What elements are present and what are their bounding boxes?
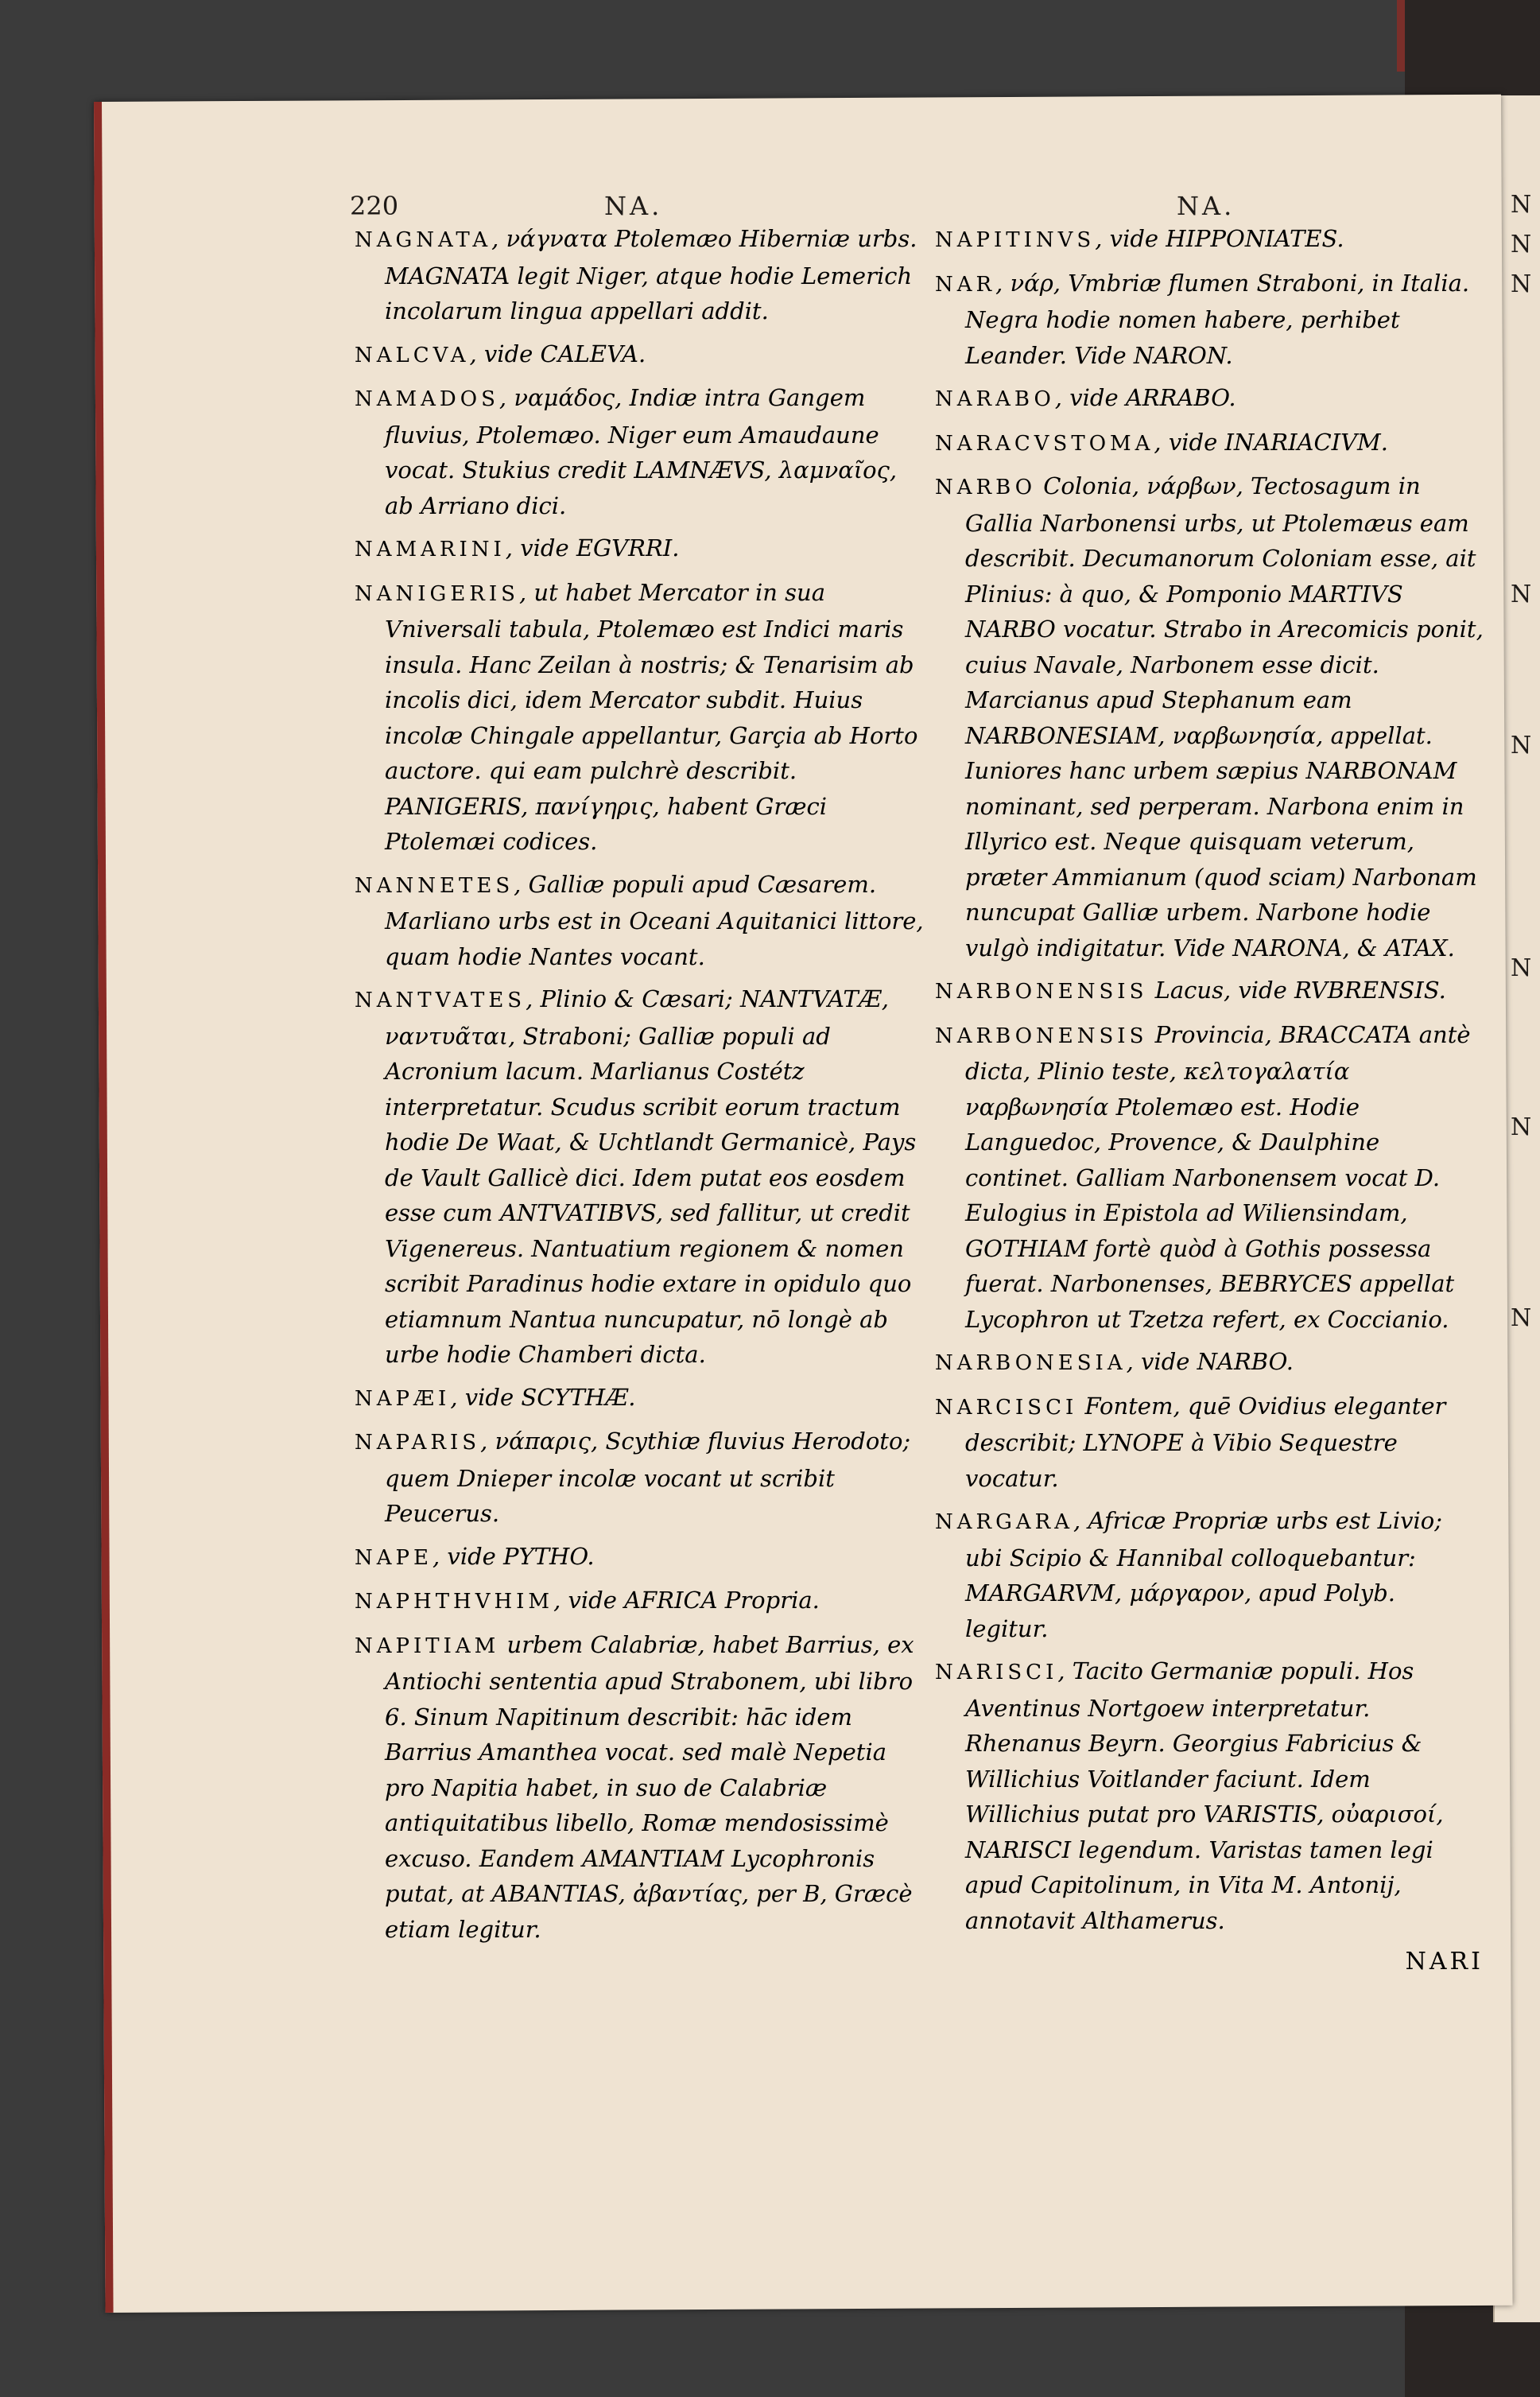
dictionary-entry	[355, 1627, 930, 1948]
edge-letter: N	[1511, 1304, 1532, 1332]
running-head-right: NA.	[1177, 191, 1235, 221]
entry-text: , vide AFRICA Propria.	[553, 1587, 820, 1614]
entry-text: , vide ARRABO.	[1054, 384, 1236, 411]
edge-letter: N	[1511, 191, 1532, 219]
dictionary-entry	[355, 1380, 930, 1417]
entry-text: , vide NARBO.	[1126, 1348, 1294, 1375]
running-head-left: NA.	[604, 191, 663, 221]
dictionary-entry	[355, 530, 930, 568]
entry-lemma: NARBONESIA	[935, 1351, 1127, 1375]
dictionary-entry	[355, 221, 930, 329]
dictionary-entry	[355, 336, 930, 374]
page-number: 220	[350, 191, 399, 221]
entry-lemma: NARACVSTOMA	[935, 431, 1154, 456]
entry-lemma: NAR	[935, 272, 996, 297]
entry-text: , Plinio & Cæsari; NANTVATÆ, ναντυᾶται, Straboni; Galliæ populi ad Acronium lacum. Marlianus Costétz interpretatur. Scudus scribit eorum tractum hodie De Waat, & Uchtlandt Germanicè, Pays de Vault Gallicè dici. Idem putat eos eosdem esse cum ANTVATIBVS, sed fallitur, ut credit Vigenereus. Nantuatium regionem & nomen scribit Paradinus hodie extare in opidulo quo etiamnum Nantua nuncupatur, nō longè ab urbe hodie Chamberi dicta.	[385, 985, 917, 1368]
edge-letter: N	[1511, 732, 1532, 760]
catchword: NARI	[1405, 1948, 1484, 1975]
entry-text: Provincia, BRACCATA antè dicta, Plinio teste, κελτογαλατία ναρβωνησία Ptolemæo est. Hodie Languedoc, Provence, & Daulphine continet. Galliam Narbonensem vocat D. Eulogius in Epistola ad Wiliensindam, GOTHIAM fortè quòd à Gothis possessa fuerat. Narbonenses, BEBRYCES appellat Lycophron ut Tzetza refert, ex Coccianio.	[965, 1020, 1471, 1333]
dictionary-entry	[355, 867, 930, 975]
entry-text: urbem Calabriæ, habet Barrius, ex Antiochi sententia apud Strabonem, ubi libro 6. Sinum Napitinum describit: hāc idem Barrius Amanthea vocat. sed malè Nepetia pro Napitia habet, in suo de Calabriæ antiquitatibus libello, Romæ mendosissimè excuso. Eandem AMANTIAM Lycophronis putat, at ABANTIAS, ἀβαντίας, per B, Græcè etiam legitur.	[385, 1630, 914, 1943]
dictionary-entry	[935, 973, 1484, 1010]
edge-letter: N	[1511, 1113, 1532, 1141]
entry-lemma: NANNETES	[355, 873, 514, 898]
dictionary-entry	[935, 1503, 1484, 1646]
dictionary-entry	[355, 1424, 930, 1532]
dictionary-entry	[355, 380, 930, 523]
entry-lemma: NARCISCI	[935, 1395, 1078, 1420]
entry-text: , νάγνατα Ptolemæo Hiberniæ urbs. MAGNATA legit Niger, atque hodie Lemerich incolarum lingua appellari addit.	[385, 225, 917, 324]
dictionary-entry	[935, 425, 1484, 462]
entry-text: , vide PYTHO.	[433, 1542, 595, 1570]
entry-text: , ut habet Mercator in sua Vniversali tabula, Ptolemæo est Indici maris insula. Hanc Zeilan à nostris; & Tenarisim ab incolis dici, idem Mercator subdit. Huius incolæ Chingale appellantur, Garçia ab Horto auctore. qui eam pulchrè describit. PANIGERIS, πανίγηρις, habent Græci Ptolemæi codices.	[385, 578, 918, 855]
entry-text: , νάπαρις, Scythiæ fluvius Herodoto; quem Dnieper incolæ vocant ut scribit Peucerus.	[385, 1428, 911, 1527]
entry-text: , vide SCYTHÆ.	[450, 1383, 636, 1411]
entry-lemma: NARBO	[935, 476, 1037, 499]
dictionary-entry	[935, 266, 1484, 374]
entry-lemma: NARBONENSIS	[935, 980, 1148, 1004]
entry-lemma: NARGARA	[935, 1510, 1074, 1534]
dictionary-entry	[355, 981, 930, 1373]
entry-lemma: NAMARINI	[355, 538, 506, 561]
edge-letter: N	[1511, 581, 1532, 608]
entry-text: , νάρ, Vmbriæ flumen Straboni, in Italia. Negra hodie nomen habere, perhibet Leander. Vide NARON.	[965, 269, 1470, 369]
entry-text: , vide CALEVA.	[469, 340, 646, 367]
dictionary-entry	[355, 1539, 930, 1576]
dictionary-entry	[935, 1344, 1484, 1381]
edge-letter: N	[1511, 270, 1532, 298]
entry-lemma: NAMADOS	[355, 387, 499, 411]
entry-lemma: NALCVA	[355, 343, 470, 367]
entry-lemma: NAGNATA	[355, 228, 492, 252]
entry-lemma: NARBONENSIS	[935, 1024, 1148, 1048]
entry-text: Lacus, vide RVBRENSIS.	[1147, 977, 1446, 1004]
entry-text: , Africæ Propriæ urbs est Livio; ubi Scipio & Hannibal colloquebantur: MARGARVM, μάργαρον, apud Polyb. legitur.	[965, 1507, 1443, 1642]
left-column	[355, 221, 930, 1954]
dictionary-entry	[935, 1653, 1484, 1938]
entry-text: , Galliæ populi apud Cæsarem. Marliano urbs est in Oceani Aquitanici littore, quam hodie Nantes vocant.	[385, 870, 924, 970]
entry-text: , vide INARIACIVM.	[1154, 428, 1388, 456]
entry-lemma: NARABO	[935, 387, 1055, 411]
entry-lemma: NAPÆI	[355, 1386, 451, 1411]
entry-lemma: NARISCI	[935, 1661, 1058, 1684]
entry-text: , vide EGVRRI.	[505, 534, 680, 561]
dictionary-entry	[355, 575, 930, 860]
dictionary-entry	[935, 1389, 1484, 1497]
dictionary-entry	[935, 380, 1484, 418]
entry-lemma: NAPE	[355, 1545, 433, 1570]
dictionary-entry	[935, 1017, 1484, 1338]
entry-lemma: NAPARIS	[355, 1431, 481, 1455]
entry-lemma: NAPHTHVHIM	[355, 1590, 554, 1614]
entry-text: , ναμάδος, Indiæ intra Gangem fluvius, Ptolemæo. Niger eum Amaudaune vocat. Stukius credit LAMNÆVS, λαμναῖος, ab Arriano dici.	[385, 384, 898, 519]
dictionary-entry	[355, 1583, 930, 1620]
entry-lemma: NAPITINVS	[935, 228, 1096, 252]
entry-lemma: NANIGERIS	[355, 581, 519, 606]
right-column	[935, 221, 1484, 1975]
entry-text: Colonia, νάρβων, Tectosagum in Gallia Narbonensi urbs, ut Ptolemæus eam describit. Decumanorum Coloniam esse, ait Plinius: à quo, & Pomponio MARTIVS NARBO vocatur. Strabo in Arecomicis ponit, cuius Navale, Narbonem esse dicit. Marcianus apud Stephanum eam NARBONESIAM, ναρβωνησία, appellat. Iuniores hanc urbem sæpius NARBONAM nominant, sed perperam. Narbona enim in Illyrico est. Neque quisquam veterum, præter Ammianum (quod sciam) Narbonam nuncupat Galliæ urbem. Narbone hodie vulgò indigitatur. Vide NARONA, & ATAX.	[965, 472, 1484, 962]
dictionary-entry	[935, 221, 1484, 258]
entry-text: , vide HIPPONIATES.	[1095, 225, 1344, 252]
edge-letter: N	[1511, 231, 1532, 258]
entry-text: , Tacito Germaniæ populi. Hos Aventinus Nortgoew interpretatur. Rhenanus Beyrn. Georgius Fabricius & Willichius Voitlander faciunt. Idem Willichius putat pro VARISTIS, οὐαρισοί, NARISCI legendum. Varistas tamen legi apud Capitolinum, in Vita M. Antonij, annotavit Althamerus.	[965, 1657, 1444, 1934]
entry-lemma: NANTVATES	[355, 989, 526, 1012]
dictionary-entry	[935, 468, 1484, 965]
edge-letter: N	[1511, 954, 1532, 982]
entry-lemma: NAPITIAM	[355, 1634, 500, 1658]
entry-text: Fontem, quē Ovidius eleganter describit; LYNOPE à Vibio Sequestre vocatur.	[965, 1392, 1446, 1492]
